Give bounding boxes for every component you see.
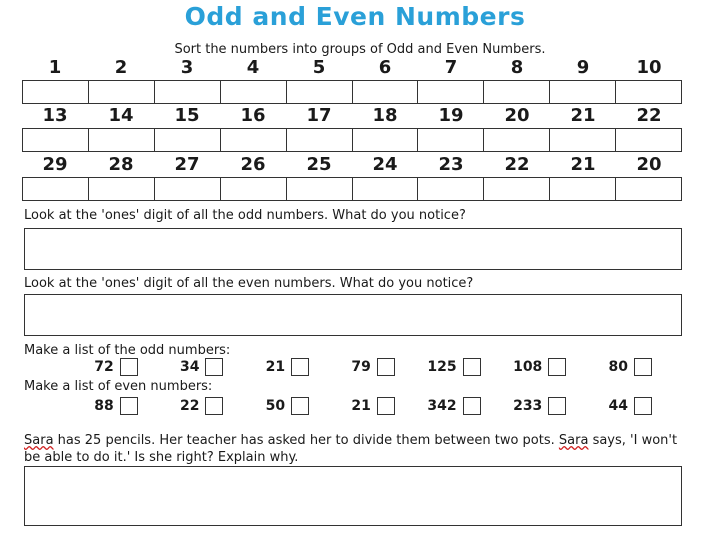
number-cell: 2 xyxy=(114,57,128,78)
problem-name: Sara xyxy=(558,433,589,448)
list-item xyxy=(231,397,317,415)
answer-box[interactable] xyxy=(418,81,484,103)
number-cell: 20 xyxy=(504,105,530,126)
odd-list-row xyxy=(60,358,660,376)
number-cell: 22 xyxy=(504,154,530,175)
tick-box[interactable] xyxy=(291,358,309,376)
number-cell: 8 xyxy=(510,57,524,78)
tick-box[interactable] xyxy=(634,397,652,415)
number-cell: 9 xyxy=(576,57,590,78)
number-row-1 xyxy=(22,57,682,78)
answer-box[interactable] xyxy=(353,129,419,151)
tick-box[interactable] xyxy=(463,358,481,376)
number-cell: 17 xyxy=(306,105,332,126)
number-row-2 xyxy=(22,105,682,126)
list-number: 108 xyxy=(513,359,543,375)
number-cell: 7 xyxy=(444,57,458,78)
answer-box[interactable] xyxy=(353,81,419,103)
number-cell: 23 xyxy=(438,154,464,175)
answer-box[interactable] xyxy=(155,81,221,103)
number-cell: 18 xyxy=(372,105,398,126)
number-cell: 13 xyxy=(42,105,68,126)
tick-box[interactable] xyxy=(205,358,223,376)
answer-box[interactable] xyxy=(550,81,616,103)
list-item xyxy=(146,358,232,376)
list-item xyxy=(574,397,660,415)
even-list-label: Make a list of even numbers: xyxy=(24,379,213,394)
answer-box[interactable] xyxy=(23,81,89,103)
tick-box[interactable] xyxy=(463,397,481,415)
list-item xyxy=(574,358,660,376)
answer-box-row-3 xyxy=(22,177,682,201)
number-cell: 25 xyxy=(306,154,332,175)
number-cell: 28 xyxy=(108,154,134,175)
list-number: 21 xyxy=(265,359,286,375)
number-cell: 4 xyxy=(246,57,260,78)
answer-box[interactable] xyxy=(484,178,550,200)
tick-box[interactable] xyxy=(634,358,652,376)
list-number: 79 xyxy=(351,359,371,375)
number-cell: 29 xyxy=(42,154,68,175)
instruction-text: Sort the numbers into groups of Odd and Even Numbers. xyxy=(174,42,546,57)
question-odd-ones: Look at the 'ones' digit of all the odd numbers. What do you notice? xyxy=(24,208,466,223)
answer-box[interactable] xyxy=(287,81,353,103)
answer-box-row-2 xyxy=(22,128,682,152)
list-item xyxy=(60,358,146,376)
list-item xyxy=(231,358,317,376)
problem-text-middle: has 25 pencils. Her teacher has asked her to divide them between two pots. xyxy=(53,433,559,448)
word-problem-text xyxy=(24,432,684,466)
answer-box[interactable] xyxy=(23,129,89,151)
answer-box[interactable] xyxy=(155,129,221,151)
answer-box[interactable] xyxy=(418,129,484,151)
number-cell: 26 xyxy=(240,154,266,175)
tick-box[interactable] xyxy=(291,397,309,415)
number-row-3 xyxy=(22,154,682,175)
list-item xyxy=(317,358,403,376)
answer-box[interactable] xyxy=(616,129,681,151)
odd-list-label: Make a list of the odd numbers: xyxy=(24,343,231,358)
list-item xyxy=(489,358,575,376)
list-item xyxy=(489,397,575,415)
number-cell: 15 xyxy=(174,105,200,126)
problem-text-end: says, 'I won't be able to do it.' Is she right? Explain why. xyxy=(24,433,678,465)
number-cell: 21 xyxy=(570,105,596,126)
number-cell: 10 xyxy=(636,57,662,78)
answer-box[interactable] xyxy=(484,81,550,103)
list-number: 22 xyxy=(179,398,200,414)
list-number: 342 xyxy=(427,398,457,414)
answer-box[interactable] xyxy=(418,178,484,200)
tick-box[interactable] xyxy=(120,358,138,376)
list-item xyxy=(403,358,489,376)
tick-box[interactable] xyxy=(377,358,395,376)
list-item xyxy=(146,397,232,415)
answer-box[interactable] xyxy=(353,178,419,200)
number-cell: 21 xyxy=(570,154,596,175)
list-item xyxy=(403,397,489,415)
number-cell: 3 xyxy=(180,57,194,78)
list-number: 21 xyxy=(351,398,371,414)
list-item xyxy=(317,397,403,415)
answer-box[interactable] xyxy=(221,129,287,151)
tick-box[interactable] xyxy=(548,358,566,376)
number-cell: 1 xyxy=(48,57,62,78)
even-list-row xyxy=(60,397,660,415)
list-number: 34 xyxy=(179,359,200,375)
answer-box[interactable] xyxy=(23,178,89,200)
list-number: 72 xyxy=(94,359,114,375)
answer-box[interactable] xyxy=(616,178,681,200)
answer-box[interactable] xyxy=(484,129,550,151)
number-cell: 5 xyxy=(312,57,326,78)
answer-box[interactable] xyxy=(89,129,155,151)
tick-box[interactable] xyxy=(548,397,566,415)
problem-name: Sara xyxy=(24,433,54,448)
tick-box[interactable] xyxy=(377,397,395,415)
answer-area-explain[interactable] xyxy=(24,466,682,526)
list-number: 80 xyxy=(608,359,629,375)
number-cell: 16 xyxy=(240,105,266,126)
number-cell: 14 xyxy=(108,105,134,126)
answer-area-odd[interactable] xyxy=(24,228,682,270)
answer-box[interactable] xyxy=(287,178,353,200)
list-number: 233 xyxy=(513,398,543,414)
list-number: 44 xyxy=(608,398,629,414)
number-cell: 24 xyxy=(372,154,398,175)
list-number: 88 xyxy=(94,398,114,414)
number-cell: 6 xyxy=(378,57,392,78)
question-even-ones: Look at the 'ones' digit of all the even numbers. What do you notice? xyxy=(24,276,474,291)
number-cell: 20 xyxy=(636,154,662,175)
page-title: Odd and Even Numbers xyxy=(184,2,526,31)
answer-box[interactable] xyxy=(287,129,353,151)
list-number: 50 xyxy=(265,398,286,414)
number-cell: 27 xyxy=(174,154,200,175)
answer-box[interactable] xyxy=(89,81,155,103)
number-cell: 22 xyxy=(636,105,662,126)
answer-box[interactable] xyxy=(89,178,155,200)
answer-box[interactable] xyxy=(616,81,681,103)
answer-box[interactable] xyxy=(221,81,287,103)
number-cell: 19 xyxy=(438,105,464,126)
answer-box[interactable] xyxy=(221,178,287,200)
list-item xyxy=(60,397,146,415)
answer-area-even[interactable] xyxy=(24,294,682,336)
answer-box-row-1 xyxy=(22,80,682,104)
answer-box[interactable] xyxy=(550,129,616,151)
tick-box[interactable] xyxy=(205,397,223,415)
answer-box[interactable] xyxy=(155,178,221,200)
answer-box[interactable] xyxy=(550,178,616,200)
list-number: 125 xyxy=(427,359,457,375)
tick-box[interactable] xyxy=(120,397,138,415)
